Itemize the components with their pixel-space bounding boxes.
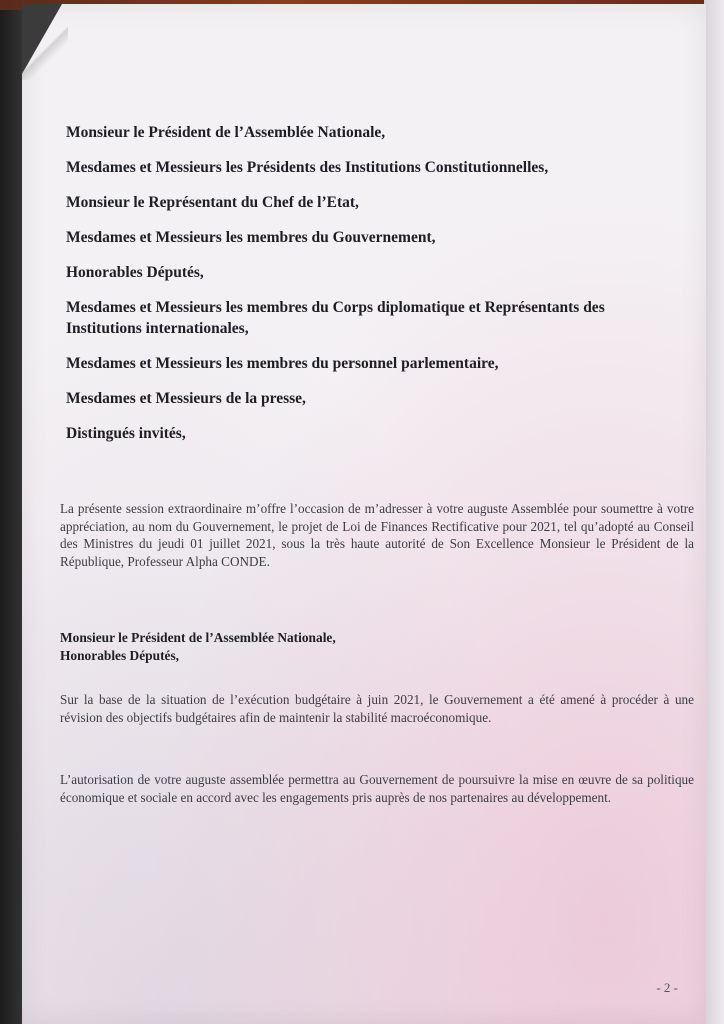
background-right <box>704 0 724 1024</box>
body-paragraph-intro: La présente session extraordinaire m’offre l’occasion de m’adresser à votre auguste Assemblée pour soumettre à votre appréciation, au nom du Gouvernement, le projet de Loi de Finances Rectificative pour 2021, tel qu’adopté au Conseil des Ministres du jeudi 01 juillet 2021, sous la très haute autorité de Son Excellence Monsieur le Président de la République, Professeur Alpha CONDE. <box>60 501 694 569</box>
salutation-line: Honorables Députés, <box>66 264 204 281</box>
salutation-line: Distingués invités, <box>66 425 186 442</box>
document-page <box>22 4 706 1024</box>
salutation-line: Mesdames et Messieurs les membres du Gouvernement, <box>66 229 436 246</box>
address-line: Honorables Députés, <box>60 647 180 663</box>
salutation-line: Mesdames et Messieurs les membres du Corps diplomatique et Représentants des Institutions internationales, <box>66 299 605 337</box>
address-line: Monsieur le Président de l’Assemblée Nationale, <box>60 630 336 645</box>
second-address-block <box>60 629 660 664</box>
body-paragraph-budget: Sur la base de la situation de l’exécution budgétaire à juin 2021, le Gouvernement a été amené à procéder à une révision des objectifs budgétaires afin de maintenir la stabilité macroéconomique. <box>60 692 694 725</box>
salutation-line: Mesdames et Messieurs les Présidents des Institutions Constitutionnelles, <box>66 159 549 176</box>
salutation-list <box>66 122 636 458</box>
folded-corner-shade <box>22 4 68 80</box>
salutation-line: Mesdames et Messieurs de la presse, <box>66 390 306 407</box>
page-number: - 2 - <box>656 980 678 995</box>
salutation-line: Monsieur le Président de l’Assemblée Nationale, <box>66 124 386 141</box>
salutation-line: Monsieur le Représentant du Chef de l’Etat, <box>66 194 359 211</box>
salutation-line: Mesdames et Messieurs les membres du personnel parlementaire, <box>66 355 499 372</box>
body-paragraph-authorization: L’autorisation de votre auguste assemblée permettra au Gouvernement de poursuivre la mise en œuvre de sa politique économique et sociale en accord avec les engagements pris auprès de nos partenaires au développement. <box>60 772 694 805</box>
